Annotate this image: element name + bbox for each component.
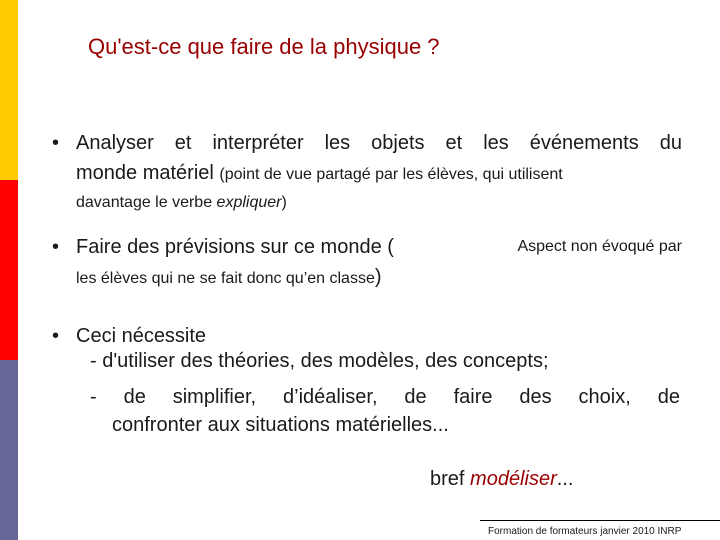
- b1-word: les: [324, 132, 351, 154]
- emphasis-text: expliquer: [216, 194, 282, 211]
- footer-divider: [480, 520, 720, 521]
- bullet-dot: •: [52, 236, 60, 258]
- sub-item-confronter: confronter aux situations matérielles...: [112, 414, 449, 436]
- bullet-note: les élèves qui ne se fait donc qu’en classe: [76, 270, 375, 287]
- bullet-note: davantage le verbe: [76, 194, 217, 211]
- sub2-word: de: [123, 386, 146, 408]
- sub2-word: simplifier,: [172, 386, 257, 408]
- bullet-line: [76, 158, 682, 190]
- sub2-word: choix,: [578, 386, 631, 408]
- bullet-text: Ceci nécessite: [76, 325, 207, 347]
- conclusion-text: [430, 468, 573, 491]
- b1-word: du: [659, 132, 682, 154]
- bullet-note: (point de vue partagé par les élèves, qui utilisent: [219, 166, 563, 183]
- sub-item-simplifier: [90, 383, 680, 411]
- bullet-text: Faire des prévisions sur ce monde: [76, 236, 388, 258]
- b1-word: Analyser: [76, 132, 154, 154]
- sub2-word: d’idéaliser,: [283, 386, 378, 408]
- bullet-line: [76, 232, 682, 262]
- paren: (: [387, 236, 394, 258]
- bullet-note: ): [281, 194, 287, 211]
- footer-credit: Formation de formateurs janvier 2010 INRP: [488, 526, 682, 537]
- sub2-word: faire: [453, 386, 493, 408]
- bullet-body: [76, 128, 682, 216]
- decor-stripe-yellow: [0, 0, 18, 180]
- bullet-line: [76, 262, 682, 294]
- bullet-body: [76, 232, 682, 294]
- b1-word: événements: [529, 132, 639, 154]
- emphasis-text: modéliser: [470, 468, 557, 490]
- sub2-word: de: [657, 386, 680, 408]
- sub-item-theories: - d'utiliser des théories, des modèles, des concepts;: [90, 350, 549, 372]
- bullet-prevoir: [52, 232, 682, 294]
- b1-word: interpréter: [212, 132, 304, 154]
- b1-word: et: [445, 132, 463, 154]
- slide-title: Qu'est-ce que faire de la physique ?: [88, 34, 440, 59]
- b1-word: les: [483, 132, 509, 154]
- bullet-dot: •: [52, 132, 60, 154]
- sub2-word: de: [404, 386, 427, 408]
- bullet-dot: •: [52, 325, 60, 347]
- conclusion-pre: bref: [430, 468, 471, 490]
- decor-stripe-red: [0, 180, 18, 360]
- decor-stripe-purple: [0, 360, 18, 540]
- conclusion-post: ...: [556, 468, 574, 490]
- bullet-text: monde matériel: [76, 162, 220, 184]
- b1-word: objets: [371, 132, 425, 154]
- sub2-word: des: [519, 386, 552, 408]
- paren: ): [374, 266, 382, 288]
- bullet-line: [76, 128, 682, 158]
- bullet-analyser: [52, 128, 682, 216]
- sub2-word: -: [90, 386, 97, 408]
- bullet-note: Aspect non évoqué par: [517, 238, 682, 255]
- bullet-line: [76, 190, 682, 216]
- b1-word: et: [174, 132, 192, 154]
